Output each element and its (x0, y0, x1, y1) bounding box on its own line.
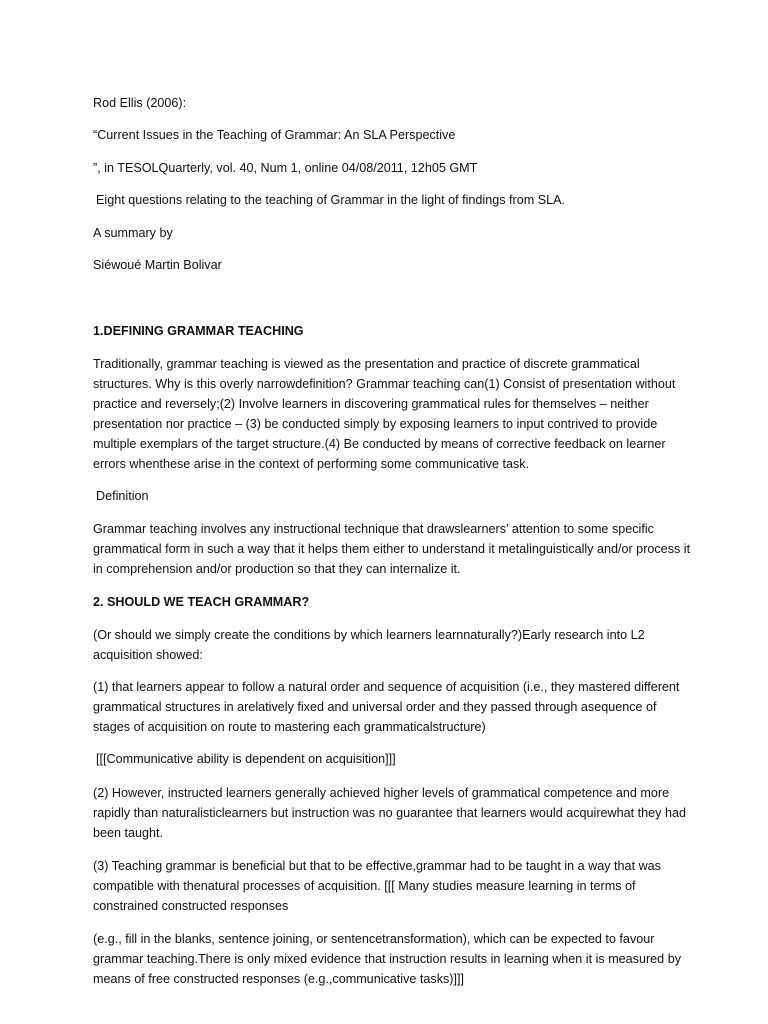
article-title: “Current Issues in the Teaching of Grammar: An SLA Perspective (93, 128, 456, 142)
summary-author: Siéwoué Martin Bolivar (93, 258, 222, 272)
summary-by-label: A summary by (93, 226, 173, 240)
section2-question: (Or should we simply create the conditions by which learners learnnaturally?)Early research into L2 acquisition showed: (93, 628, 645, 662)
section2-point2: (2) However, instructed learners generally achieved higher levels of grammatical competence and more rapidly than naturalisticlearners but instruction was no guarantee that learners would acquirewhat they had been taught. (93, 786, 686, 840)
section1-heading: 1.DEFINING GRAMMAR TEACHING (93, 324, 304, 338)
section1-paragraph: Traditionally, grammar teaching is viewed as the presentation and practice of discrete grammatical structures. Why is this overly narrowdefinition? Grammar teaching can(1) Consist of presentation without practice and reversely;(2) Involve learners in discovering grammatical rules for themselves – neither presentation nor practice – (3) be conducted simply by exposing learners to input contrived to provide multiple exemplars of the target structure.(4) Be conducted by means of corrective feedback on learner errors whenthese arise in the context of performing some communicative task. (93, 357, 676, 471)
definition-text: Grammar teaching involves any instructional technique that drawslearners’ attention to some specific grammatical form in such a way that it helps them either to understand it metalinguistically and/or process it in comprehension and/or production so that they can internalize it. (93, 522, 691, 576)
section2-heading: 2. SHOULD WE TEACH GRAMMAR? (93, 595, 310, 609)
intro-text: Eight questions relating to the teaching of Grammar in the light of findings from SLA. (96, 193, 566, 207)
author-year: Rod Ellis (2006): (93, 96, 187, 110)
section2-point3-continued: (e.g., fill in the blanks, sentence joining, or sentencetransformation), which can be expected to favour grammar teaching.There is only mixed evidence that instruction results in learning when it is measured by means of free constructed responses (e.g.,communicative tasks)]]] (93, 932, 681, 986)
section2-note1: [[[Communicative ability is dependent on acquisition]]] (96, 752, 396, 766)
definition-label: Definition (96, 489, 149, 503)
section2-point1: (1) that learners appear to follow a natural order and sequence of acquisition (i.e., they mastered different grammatical structures in arelatively fixed and universal order and they passed through asequence of stages of acquisition on route to mastering each grammaticalstructure) (93, 680, 680, 734)
section2-point3: (3) Teaching grammar is beneficial but that to be effective,grammar had to be taught in a way that was compatible with thenatural processes of acquisition. [[[ Many studies measure learning in terms of constrained constructed responses (93, 859, 661, 913)
article-citation: ”, in TESOLQuarterly, vol. 40, Num 1, online 04/08/2011, 12h05 GMT (93, 161, 478, 175)
